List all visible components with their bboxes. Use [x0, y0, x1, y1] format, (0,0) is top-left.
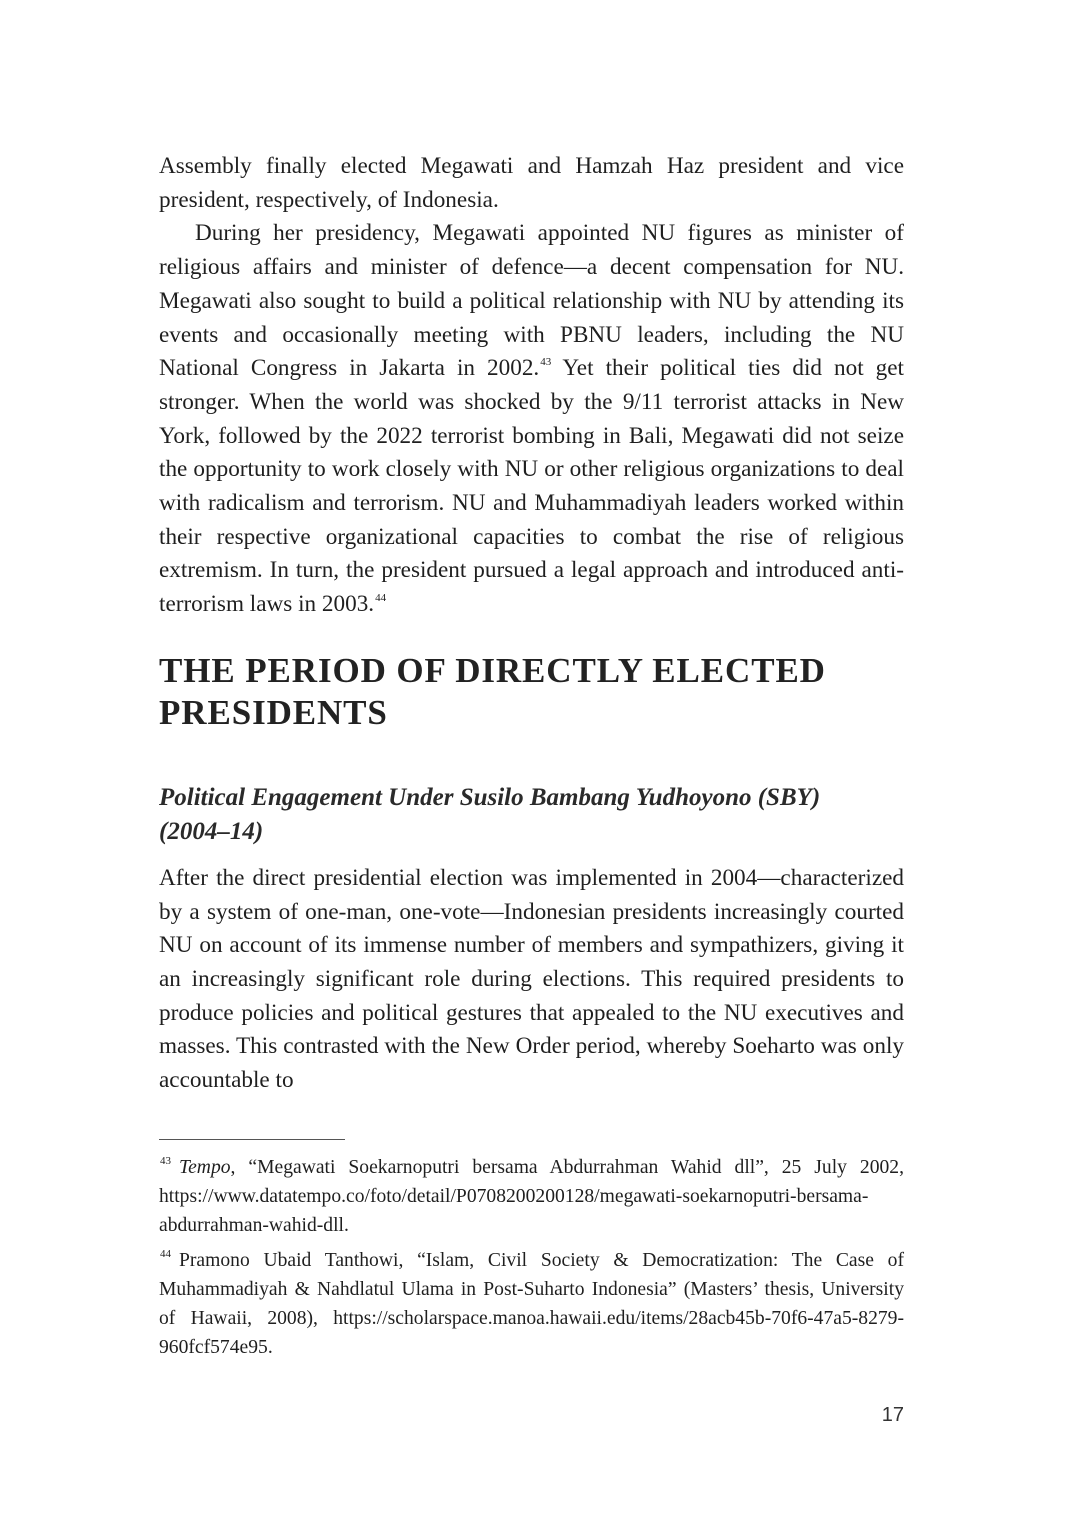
- body-paragraph-3: [159, 862, 904, 1098]
- section-heading-line-2: PRESIDENTS: [159, 692, 388, 732]
- subsection-heading-line-1: Political Engagement Under Susilo Bambang Yudhoyono (SBY): [159, 783, 821, 811]
- footnote-text: , “Megawati Soekarnoputri bersama Abdurrahman Wahid dll”, 25 July 2002, https://www.datatempo.co/foto/detail/P0708200200128/megawati-soekarnoputri-bersama-abdurrahman-wahid-dll.: [159, 1157, 904, 1236]
- main-text-column: [159, 150, 904, 1098]
- footnote-number: 44: [160, 1248, 171, 1261]
- body-paragraph-1-text: Assembly finally elected Megawati and Hamzah Haz president and vice president, respectively, of Indonesia.: [159, 153, 904, 213]
- body-paragraph-3-text: After the direct presidential election was implemented in 2004—characterized by a system of one-man, one-vote—Indonesian presidents increasingly courted NU on account of its immense number of members and sympathizers, giving it an increasingly significant role during elections. This required presidents to produce policies and political gestures that appealed to the NU executives and masses. This contrasted with the New Order period, whereby Soeharto was only accountable to: [159, 864, 904, 1094]
- body-paragraph-2-text-a: During her presidency, Megawati appointed NU figures as minister of religious affairs and minister of defence—a decent compensation for NU. Megawati also sought to build a political relationship with NU by attending its events and occasionally meeting with PBNU leaders, including the NU National Congress in Jakarta in 2002.: [159, 220, 904, 382]
- section-heading-line-1: THE PERIOD OF DIRECTLY ELECTED: [159, 650, 826, 690]
- footnote-43: [159, 1153, 904, 1240]
- subsection-heading-line-2: (2004–14): [159, 817, 264, 845]
- page-number: 17: [881, 1404, 904, 1426]
- body-paragraph-2-text-b: Yet their political ties did not get stronger. When the world was shocked by the 9/11 terrorist attacks in New York, followed by the 2022 terrorist bombing in Bali, Megawati did not seize the opportunity to work closely with NU or other religious organizations to deal with radicalism and terrorism. NU and Muhammadiyah leaders worked within their respective organizational capacities to combat the rise of religious extremism. In turn, the president pursued a legal approach and introduced anti-terrorism laws in 2003.: [159, 355, 904, 618]
- footnotes-section: [159, 1153, 904, 1362]
- footnote-reference-44[interactable]: 44: [375, 592, 387, 605]
- footnote-number: 43: [160, 1155, 171, 1168]
- subsection-heading: [159, 781, 904, 849]
- footnote-reference-43[interactable]: 43: [540, 356, 552, 369]
- footnote-text: Pramono Ubaid Tanthowi, “Islam, Civil Society & Democratization: The Case of Muhammadiyah & Nahdlatul Ulama in Post-Suharto Indonesia” (Masters’ thesis, University of Hawaii, 2008), https://scholarspace.manoa.hawaii.edu/items/28acb45b-70f6-47a5-8279-960fcf574e95.: [159, 1250, 904, 1358]
- footnote-source-title: Tempo: [179, 1157, 231, 1178]
- body-paragraph-2: [159, 217, 904, 621]
- footnote-divider: [159, 1139, 345, 1140]
- footnote-44: [159, 1246, 904, 1362]
- body-paragraph-1: [159, 150, 904, 217]
- section-heading: [159, 650, 904, 734]
